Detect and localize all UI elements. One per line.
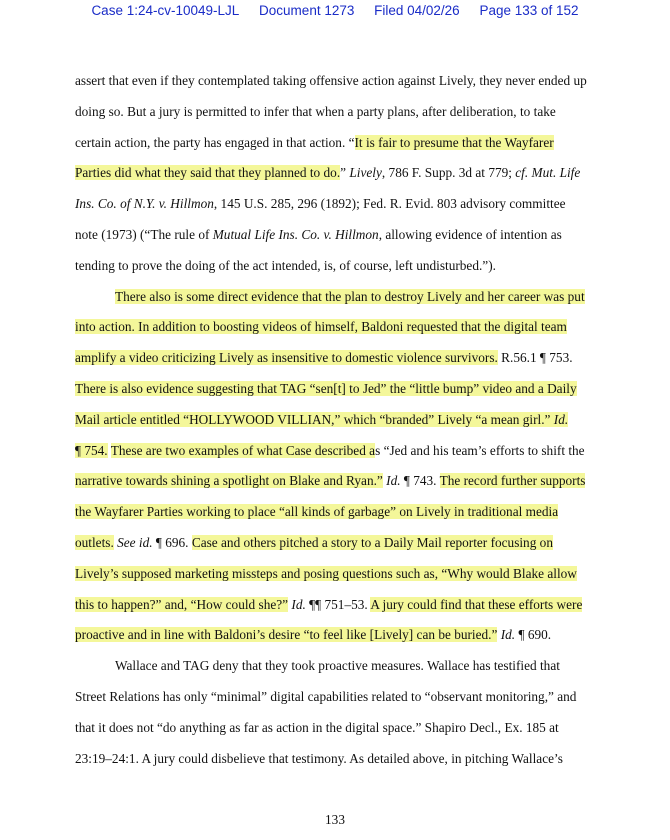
text-segment: ¶ 690.: [515, 627, 552, 643]
text-segment: cf. Mut. Life: [515, 165, 581, 181]
highlighted-text: The record further supports: [439, 473, 586, 489]
highlighted-text: There also is some direct evidence that the plan to destroy Lively and her career was put: [115, 288, 585, 304]
text-line: [75, 158, 595, 189]
text-line: [75, 651, 595, 682]
text-line: [75, 497, 595, 528]
highlighted-text: outlets.: [75, 534, 114, 550]
text-segment: assert that even if they contemplated taking offensive action against Lively, they never ended up: [75, 73, 587, 88]
highlighted-text: There is also evidence suggesting that TAG “sen[t] to Jed” the “little bump” video and a Daily: [75, 380, 577, 396]
text-line: [75, 282, 595, 313]
text-segment: , 786 F. Supp. 3d at 779;: [381, 165, 516, 181]
text-segment: R.56.1 ¶ 753.: [497, 350, 573, 366]
text-line: [75, 713, 595, 744]
text-line: [75, 66, 595, 97]
highlighted-text: into action. In addition to boosting videos of himself, Baldoni requested that the digital team: [75, 319, 567, 335]
text-line: [75, 466, 595, 497]
text-segment: See id.: [117, 534, 153, 550]
text-line: [75, 744, 595, 775]
text-line: [75, 682, 595, 713]
highlighted-text: Lively’s supposed marketing missteps and posing questions such as, “Why would Blake allow: [75, 565, 577, 581]
highlighted-text: narrative towards shining a spotlight on Blake and Ryan.”: [75, 473, 383, 489]
text-line: [75, 343, 595, 374]
text-segment: 23:19–24:1. A jury could disbelieve that testimony. As detailed above, in pitching Wallace’s: [75, 750, 563, 766]
page-number: 133: [325, 812, 345, 827]
text-segment: ¶ 696.: [152, 534, 192, 550]
text-line: [75, 374, 595, 405]
text-segment: tending to prove the doing of the act intended, is, of course, left undisturbed.”).: [75, 257, 496, 273]
text-line: [75, 559, 595, 590]
text-segment: s “Jed and his team’s efforts to shift the: [375, 442, 585, 458]
text-line: [75, 528, 595, 559]
text-segment: ¶ 743.: [400, 473, 440, 489]
text-segment: certain action, the party has engaged in that action. “: [75, 134, 355, 150]
text-segment: ¶¶ 751–53.: [305, 596, 371, 612]
highlighted-text: Mail article entitled “HOLLYWOOD VILLIAN,” which “branded” Lively “a mean girl.”: [75, 411, 554, 427]
case-header: [0, 3, 670, 18]
highlighted-text: proactive and in line with Baldoni’s desire “to feel like [Lively] can be buried.”: [75, 627, 498, 643]
text-segment: Mutual Life Ins. Co. v. Hillmon: [212, 226, 379, 242]
text-line: [75, 405, 595, 436]
text-line: [75, 128, 595, 159]
filed-date: Filed 04/02/26: [374, 3, 460, 18]
text-segment: Id.: [291, 596, 306, 612]
highlighted-text: Id.: [553, 411, 569, 427]
document-body: [75, 66, 595, 774]
text-segment: , 145 U.S. 285, 296 (1892); Fed. R. Evid. 803 advisory committee: [213, 196, 566, 212]
text-line: [75, 220, 595, 251]
text-segment: Id.: [500, 627, 516, 643]
highlighted-text: this to happen?” and, “How could she?”: [75, 596, 289, 612]
text-segment: Lively: [349, 165, 382, 181]
text-segment: Wallace and TAG deny that they took proactive measures. Wallace has testified that: [115, 658, 560, 674]
highlighted-text: ¶ 754.: [75, 442, 108, 458]
text-segment: Id.: [386, 473, 401, 489]
text-line: [75, 251, 595, 282]
text-line: [75, 590, 595, 621]
highlighted-text: A jury could find that these efforts were: [370, 596, 583, 612]
text-segment: doing so. But a jury is permitted to infer that when a party plans, after deliberation, to take: [75, 103, 556, 119]
text-line: [75, 620, 595, 651]
text-segment: note (1973) (“The rule of: [75, 226, 213, 242]
text-line: [75, 312, 595, 343]
text-segment: Street Relations has only “minimal” digital capabilities related to “observant monitoring,” and: [75, 688, 577, 704]
case-number: Case 1:24-cv-10049-LJL: [91, 3, 240, 18]
text-line: [75, 189, 595, 220]
text-line: [75, 97, 595, 128]
highlighted-text: the Wayfarer Parties working to place “all kinds of garbage” on Lively in traditional media: [75, 504, 559, 520]
highlighted-text: amplify a video criticizing Lively as insensitive to domestic violence survivors.: [75, 350, 498, 366]
text-segment: ”: [340, 165, 350, 181]
text-segment: Ins. Co. of N.Y. v. Hillmon: [75, 196, 214, 212]
page-indicator: Page 133 of 152: [479, 3, 579, 18]
highlighted-text: Case and others pitched a story to a Daily Mail reporter focusing on: [191, 534, 553, 550]
highlighted-text: It is fair to presume that the Wayfarer: [354, 134, 554, 150]
text-segment: , allowing evidence of intention as: [378, 226, 562, 242]
text-line: [75, 436, 595, 467]
text-segment: that it does not “do anything as far as action in the digital space.” Shapiro Decl., Ex. 185 at: [75, 719, 559, 735]
highlighted-text: These are two examples of what Case described a: [110, 442, 376, 458]
highlighted-text: Parties did what they said that they planned to do.: [75, 165, 341, 181]
document-number: Document 1273: [259, 3, 355, 18]
